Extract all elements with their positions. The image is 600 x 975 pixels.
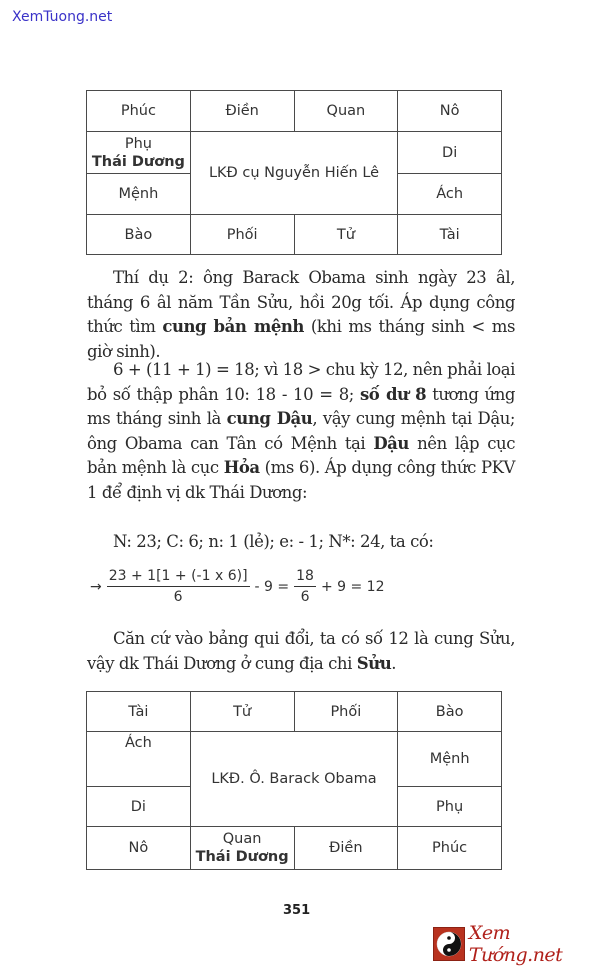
paragraph-calculation (87, 358, 515, 505)
palace-cell: Quan (294, 91, 398, 132)
palace-label: Quan (222, 831, 262, 847)
text: Thí dụ 2: ông Barack Obama sinh ngày 23 âl, tháng 6 âl năm Tần Sửu, hồi 20g tối. Áp dụng công thức tìm (87, 268, 515, 336)
palace-cell: Phụ (398, 787, 502, 827)
palace-cell: Bào (87, 215, 191, 255)
center-label: LKĐ cụ Nguyễn Hiến Lê (190, 132, 397, 215)
paragraph-variables: N: 23; C: 6; n: 1 (lẻ); e: - 1; N*: 24, ta có: (113, 532, 434, 551)
palace-cell (87, 132, 191, 174)
formula-tail: + 9 = 12 (320, 578, 385, 595)
palace-cell: Phối (190, 215, 294, 255)
fraction-1 (107, 568, 250, 605)
fraction-numerator: 18 (294, 568, 316, 587)
palace-cell: Phối (294, 692, 398, 732)
palace-cell: Nô (398, 91, 502, 132)
formula (90, 568, 385, 605)
site-logo (433, 922, 600, 966)
text: Căn cứ vào bảng qui đổi, ta có số 12 là cung Sửu, vậy dk Thái Dương ở cung địa chi (87, 629, 515, 673)
palace-cell: Di (398, 132, 502, 174)
site-watermark: XemTuong.net (12, 9, 113, 25)
palace-cell: Tử (190, 692, 294, 732)
palace-cell: Tử (294, 215, 398, 255)
palace-label: Phụ (124, 135, 152, 152)
palace-cell: Tài (398, 215, 502, 255)
bold-text: số dư 8 (359, 384, 427, 404)
fraction-numerator: 23 + 1[1 + (-1 x 6)] (107, 568, 250, 587)
palace-cell: Điền (190, 91, 294, 132)
text: (ms 6). Áp dụng công thức PKV 1 để định vị dk Thái Dương: (87, 458, 515, 502)
palace-cell: Nô (87, 827, 191, 870)
palace-cell: Phúc (87, 91, 191, 132)
page-number: 351 (283, 903, 311, 918)
text: , vậy cung mệnh tại Dậu; ông Obama can Tân có Mệnh tại (87, 409, 516, 453)
yin-yang-icon (433, 927, 465, 961)
star-label: Thái Dương (91, 153, 185, 170)
arrow-icon: → (90, 578, 102, 595)
paragraph-example-2 (87, 266, 515, 364)
text: . (391, 653, 397, 673)
bold-text: cung Dậu (226, 409, 313, 428)
fraction-denominator: 6 (173, 589, 183, 605)
palace-cell: Mệnh (87, 174, 191, 215)
palace-cell: Di (87, 787, 191, 827)
text: (khi ms tháng sinh < ms giờ sinh). (87, 317, 516, 361)
bold-text: Dậu (373, 433, 409, 453)
paragraph-conclusion (87, 627, 515, 676)
text: nên lập cục bản mệnh là cục (87, 433, 515, 477)
palace-cell: Mệnh (398, 732, 502, 787)
text: 6 + (11 + 1) = 18; vì 18 > chu kỳ 12, nên phải loại bỏ số thập phân 10: 18 - 10 = 8; (87, 360, 515, 404)
fraction-2 (294, 568, 316, 605)
star-label: Thái Dương (195, 849, 289, 865)
bold-text: Hỏa (223, 458, 260, 477)
fraction-denominator: 6 (300, 589, 310, 605)
bold-text: Sửu (356, 653, 392, 673)
center-label: LKĐ. Ô. Barack Obama (190, 732, 398, 827)
palace-cell: Bào (398, 692, 502, 732)
chart-table-nguyen-hien-le (86, 90, 502, 255)
logo-text: Xem Tướng.net (468, 922, 563, 966)
palace-cell: Phúc (398, 827, 502, 870)
palace-cell: Tài (87, 692, 191, 732)
text: tương ứng ms tháng sinh là (87, 384, 515, 428)
palace-cell: Ách (398, 174, 502, 215)
palace-cell (190, 827, 294, 870)
bold-text: cung bản mệnh (162, 317, 304, 336)
formula-middle: - 9 = (254, 578, 290, 595)
chart-table-barack-obama (86, 691, 502, 870)
palace-cell: Điền (294, 827, 398, 870)
palace-cell: Ách (87, 732, 191, 787)
